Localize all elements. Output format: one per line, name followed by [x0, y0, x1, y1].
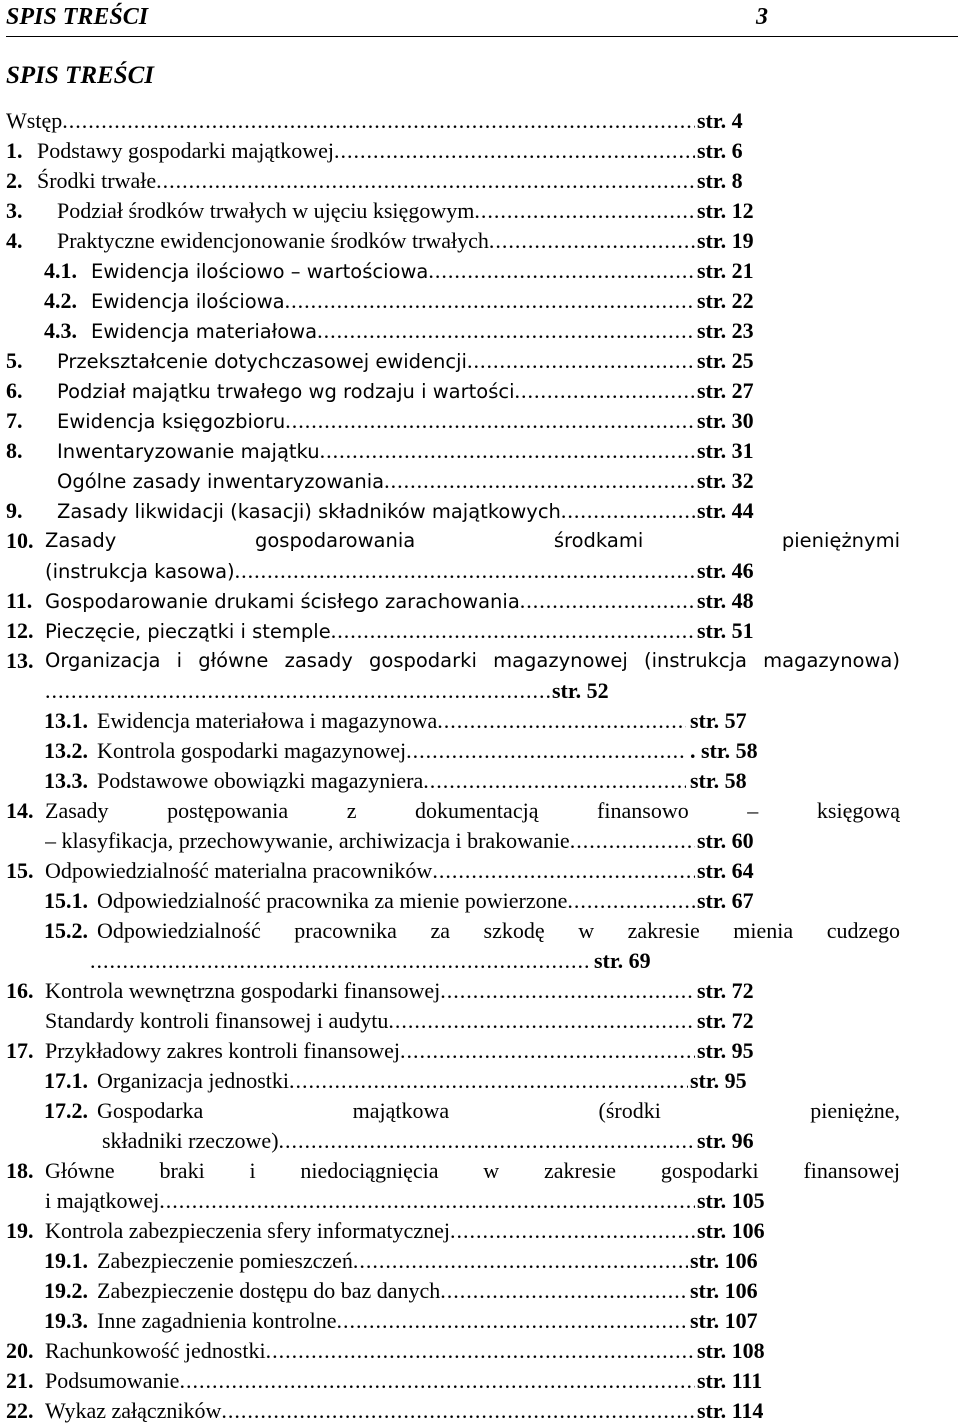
- toc-entry-body: [97, 766, 686, 796]
- toc-entry-title: Praktyczne ewidencjonowanie środków trwałych: [57, 228, 489, 253]
- toc-entry-number: 22.: [6, 1398, 34, 1423]
- toc-entry: [0, 556, 960, 586]
- toc-entry: [0, 406, 960, 436]
- toc-entry-number: 12.: [6, 618, 34, 643]
- toc-entry-body: [37, 136, 695, 166]
- toc-entry: [0, 1276, 960, 1306]
- toc-entry: [0, 1336, 960, 1366]
- toc-entry-page: str. 52: [552, 678, 609, 703]
- dot-leader: [156, 166, 695, 196]
- toc-entry-title: i majątkowej: [45, 1188, 160, 1213]
- toc-entry-page: str. 4: [697, 108, 743, 133]
- dot-leader: [266, 1336, 695, 1366]
- toc-entry-number: 5.: [6, 348, 23, 373]
- toc-entry-title: Środki trwałe: [37, 168, 157, 193]
- toc-entry-number: 13.1.: [44, 708, 88, 733]
- dot-leader: [437, 706, 686, 736]
- dot-leader: [279, 1126, 695, 1156]
- dot-leader: [432, 856, 695, 886]
- toc-entry-number: 4.: [6, 228, 23, 253]
- toc-entry-number: 17.1.: [44, 1068, 88, 1093]
- toc-entry-body: [45, 526, 900, 556]
- toc-entry-body: [45, 976, 695, 1006]
- toc-entry-page: str. 106: [690, 1278, 758, 1303]
- toc-entry-title: Podział majątku trwałego wg rodzaju i wartości: [57, 380, 515, 403]
- toc-entry: [0, 436, 960, 466]
- toc-entry-page: str. 72: [697, 978, 754, 1003]
- toc-entry-title: Ewidencja ilościowo – wartościowa: [91, 260, 429, 283]
- page-number: 3: [756, 4, 768, 30]
- toc-entry-title: Kontrola zabezpieczenia sfery informatycznej: [45, 1218, 450, 1243]
- toc-entry-number: 11.: [6, 588, 33, 613]
- toc-entry: [0, 1036, 960, 1066]
- toc-entry: [0, 796, 960, 826]
- toc-entry-page: str. 22: [697, 288, 754, 313]
- toc-entry-title: Wykaz załączników: [45, 1398, 222, 1423]
- toc-entry-page: str. 60: [697, 828, 754, 853]
- toc-entry-page: str. 106: [697, 1218, 765, 1243]
- toc-entry-title: Odpowiedzialność materialna pracowników: [45, 858, 433, 883]
- toc-entry: [0, 1096, 960, 1126]
- toc-entry-page: str. 64: [697, 858, 754, 883]
- dot-leader: [384, 466, 695, 496]
- toc-entry-body: [45, 1216, 695, 1246]
- toc-entry: [0, 526, 960, 556]
- toc-entry-title: (instrukcja kasowa): [45, 560, 235, 583]
- toc-entry: [0, 1366, 960, 1396]
- running-title: SPIS TREŚCI: [6, 4, 149, 30]
- toc-entry-title: Podział środków trwałych w ujęciu księgowym: [57, 198, 475, 223]
- toc-entry-number: 19.2.: [44, 1278, 88, 1303]
- toc-entry-number: 9.: [6, 498, 23, 523]
- toc-entry: [0, 886, 960, 916]
- toc-entry: [0, 856, 960, 886]
- toc-entry-page: str. 32: [697, 468, 754, 493]
- dot-leader: [561, 496, 695, 526]
- toc-entry: [0, 1216, 960, 1246]
- toc-entry-title: Podsumowanie: [45, 1368, 180, 1393]
- toc-entry-body: [45, 556, 695, 587]
- toc-entry: [0, 736, 960, 766]
- toc-entry-body: [57, 496, 695, 527]
- toc-entry-page: str. 51: [697, 618, 754, 643]
- dot-leader: [428, 256, 695, 286]
- toc-entry-body: [57, 196, 695, 226]
- toc-entry: [0, 676, 960, 706]
- dot-leader: [474, 196, 695, 226]
- dot-leader: [331, 616, 695, 646]
- toc-entry-body: [45, 796, 900, 826]
- toc-entry-number: 8.: [6, 438, 23, 463]
- toc-entry-page: str. 48: [697, 588, 754, 613]
- toc-entry-number: 19.1.: [44, 1248, 88, 1273]
- dot-leader: [440, 1276, 688, 1306]
- toc-entry-body: [97, 1246, 688, 1276]
- toc-entry-body: [97, 1096, 900, 1126]
- dot-leader: [221, 1396, 695, 1426]
- toc-entry-page: str. 19: [697, 228, 754, 253]
- toc-entry-number: 19.: [6, 1218, 34, 1243]
- toc-entry-page: str. 30: [697, 408, 754, 433]
- toc-entry-body: [57, 226, 695, 256]
- toc-entry-body: [45, 1336, 695, 1366]
- toc-entry-page: str. 95: [690, 1068, 747, 1093]
- toc-entry-title: Gospodarka majątkowa (środki pieniężne,: [97, 1098, 900, 1123]
- dot-leader: [515, 376, 695, 406]
- toc-entry-title: Ewidencja materiałowa i magazynowa: [97, 708, 438, 733]
- dot-leader: [285, 286, 695, 316]
- toc-entry-title: Ewidencja materiałowa: [91, 320, 318, 343]
- toc-entry-number: 18.: [6, 1158, 34, 1183]
- toc-entry-body: [45, 1156, 900, 1186]
- toc-entry-page: str. 44: [697, 498, 754, 523]
- toc-entry-title: Ewidencja ilościowa: [91, 290, 285, 313]
- toc-entry-body: [37, 166, 695, 196]
- toc-entry-number: 4.3.: [44, 318, 77, 343]
- toc-entry-page: str. 12: [697, 198, 754, 223]
- toc-entry-title: Ewidencja księgozbioru: [57, 410, 286, 433]
- toc-entry-title: Standardy kontroli finansowej i audytu: [45, 1008, 389, 1033]
- toc-entry-page: str. 111: [697, 1368, 763, 1393]
- toc-entry-page: str. 31: [697, 438, 754, 463]
- toc-entry-body: [97, 886, 695, 916]
- toc-entry-number: 19.3.: [44, 1308, 88, 1333]
- toc-entry-title: Kontrola gospodarki magazynowej: [97, 738, 407, 763]
- toc-entry-number: 13.2.: [44, 738, 88, 763]
- toc-entry-body: [6, 106, 695, 136]
- toc-entry-title: – klasyfikacja, przechowywanie, archiwizacja i brakowanie: [45, 828, 570, 853]
- toc-entry: [0, 1066, 960, 1096]
- toc-entry-body: [45, 1186, 695, 1216]
- dot-leader: [285, 406, 695, 436]
- toc-entry: [0, 286, 960, 316]
- toc-entry-body: [45, 826, 695, 856]
- toc-entry-page: str. 25: [697, 348, 754, 373]
- toc-entry-number: 13.3.: [44, 768, 88, 793]
- toc-entry-title: Pieczęcie, pieczątki i stemple: [45, 620, 331, 643]
- toc-entry-page: str. 67: [697, 888, 754, 913]
- toc-entry-body: [97, 736, 686, 766]
- toc-entry-page: str. 105: [697, 1188, 765, 1213]
- toc-entry: [0, 1186, 960, 1216]
- toc-entry-page: str. 6: [697, 138, 743, 163]
- toc-entry-body: [97, 706, 686, 736]
- dot-leader: [567, 886, 695, 916]
- dot-leader: [570, 826, 695, 856]
- toc-entry-page: str. 95: [697, 1038, 754, 1063]
- toc-entry-number: 6.: [6, 378, 23, 403]
- toc-entry-title: Organizacja jednostki: [97, 1068, 290, 1093]
- toc-entry-title: Wstęp: [6, 108, 63, 133]
- toc-entry-number: 13.: [6, 648, 34, 673]
- toc-entry-number: 20.: [6, 1338, 34, 1363]
- dot-leader: [467, 346, 695, 376]
- toc-entry-number: 14.: [6, 798, 34, 823]
- toc-entry: [0, 196, 960, 226]
- dot-leader: [406, 736, 686, 766]
- toc-entry: [0, 256, 960, 286]
- toc-entry-body: [57, 346, 695, 377]
- toc-entry-page: str. 114: [697, 1398, 764, 1423]
- toc-entry-body: [45, 646, 900, 676]
- toc-entry-title: Odpowiedzialność pracownika za szkodę w zakresie mienia cudzego: [97, 918, 900, 943]
- toc-entry: [0, 946, 960, 976]
- toc-entry-body: [45, 856, 695, 886]
- toc-entry-page: str. 46: [697, 558, 754, 583]
- toc-entry-page: str. 106: [690, 1248, 758, 1273]
- toc-entry: [0, 346, 960, 376]
- toc-entry-number: 15.2.: [44, 918, 88, 943]
- toc-entry-page: str. 57: [690, 708, 747, 733]
- toc-entry-title: Rachunkowość jednostki: [45, 1338, 266, 1363]
- dot-leader: [289, 1066, 688, 1096]
- toc-entry-body: [57, 466, 695, 497]
- toc-entry-title: Podstawowe obowiązki magazyniera: [97, 768, 424, 793]
- toc-entry: [0, 136, 960, 166]
- toc-entry-number: 17.: [6, 1038, 34, 1063]
- toc-entry-title: Organizacja i główne zasady gospodarki magazynowej (instrukcja magazynowa): [45, 649, 900, 672]
- toc-entry-body: [45, 616, 695, 647]
- toc-entry-body: [57, 436, 695, 467]
- toc-entry-title: Zasady gospodarowania środkami pieniężnymi: [45, 529, 900, 552]
- dot-leader: [179, 1366, 695, 1396]
- toc-entry-page: str. 69: [594, 948, 651, 973]
- toc-entry-body: [90, 946, 590, 976]
- toc-entry: [0, 706, 960, 736]
- toc-entry-title: Zabezpieczenie pomieszczeń: [97, 1248, 353, 1273]
- toc-entry-title: Ogólne zasady inwentaryzowania: [57, 470, 385, 493]
- dot-leader: [336, 1306, 688, 1336]
- toc-entry-body: [45, 1006, 695, 1036]
- toc-entry-body: [97, 1306, 688, 1336]
- toc-entry-title: Podstawy gospodarki majątkowej: [37, 138, 334, 163]
- toc-entry: [0, 1306, 960, 1336]
- toc-entry-page: str. 8: [697, 168, 743, 193]
- toc-entry-number: 15.: [6, 858, 34, 883]
- toc-entry-number: 4.2.: [44, 288, 77, 313]
- toc-entry-page: str. 21: [697, 258, 754, 283]
- dot-leader: [320, 436, 695, 466]
- dot-leader: [159, 1186, 695, 1216]
- toc-entry-title: Inne zagadnienia kontrolne: [97, 1308, 337, 1333]
- toc-entry-body: [57, 406, 695, 437]
- toc-entry-body: [45, 1366, 695, 1396]
- toc-entry-title: Gospodarowanie drukami ścisłego zarachowania: [45, 590, 520, 613]
- toc-entry-body: [45, 676, 550, 706]
- toc-entry-title: Zabezpieczenie dostępu do baz danych: [97, 1278, 441, 1303]
- toc-entry: [0, 916, 960, 946]
- toc-entry: [0, 586, 960, 616]
- toc-entry-title: Zasady postępowania z dokumentacją finansowo – księgową: [45, 798, 900, 823]
- toc-entry-page: str. 23: [697, 318, 754, 343]
- toc-entry-number: 10.: [6, 528, 34, 553]
- toc-entry-body: [45, 1396, 695, 1426]
- dot-leader: [235, 556, 695, 586]
- toc-entry-page: str. 108: [697, 1338, 765, 1363]
- dot-leader: [45, 676, 550, 706]
- dot-leader: [334, 136, 695, 166]
- toc-entry-body: [91, 316, 695, 347]
- toc-entry-body: [45, 586, 695, 617]
- toc-heading: SPIS TREŚCI: [6, 62, 154, 89]
- toc-entry-title: Główne braki i niedociągnięcia w zakresie gospodarki finansowej: [45, 1158, 900, 1183]
- toc-entry: [0, 1126, 960, 1156]
- toc-entry-title: Inwentaryzowanie majątku: [57, 440, 320, 463]
- toc-entry-body: [45, 1036, 695, 1066]
- toc-entry-body: [91, 286, 695, 317]
- toc-entry: [0, 766, 960, 796]
- toc-entry-title: Kontrola wewnętrzna gospodarki finansowej: [45, 978, 441, 1003]
- toc-entry-title: Zasady likwidacji (kasacji) składników majątkowych: [57, 500, 561, 523]
- toc-entry-number: 16.: [6, 978, 34, 1003]
- toc-entry-number: 1.: [6, 138, 23, 163]
- toc-entry: [0, 1396, 960, 1426]
- toc-entry-body: [97, 916, 900, 946]
- toc-entry-page: str. 107: [690, 1308, 758, 1333]
- toc-entry: [0, 316, 960, 346]
- toc-entry-number: 21.: [6, 1368, 34, 1393]
- toc-entry: [0, 616, 960, 646]
- toc-entry: [0, 646, 960, 676]
- dot-leader: [62, 106, 695, 136]
- toc-entry: [0, 466, 960, 496]
- toc-entry: [0, 166, 960, 196]
- toc-entry-title: Odpowiedzialność pracownika za mienie powierzone: [97, 888, 568, 913]
- toc-entry: [0, 496, 960, 526]
- toc-entry-body: [97, 1276, 688, 1306]
- toc-entry: [0, 1006, 960, 1036]
- dot-leader: [489, 226, 695, 256]
- toc-entry-number: 7.: [6, 408, 23, 433]
- toc-entry-page: str. 72: [697, 1008, 754, 1033]
- dot-leader: [440, 976, 695, 1006]
- toc-entry-number: 17.2.: [44, 1098, 88, 1123]
- dot-leader: [317, 316, 695, 346]
- toc-entry-body: [57, 376, 695, 407]
- toc-entry: [0, 1156, 960, 1186]
- toc-entry-number: 3.: [6, 198, 23, 223]
- toc-entry: [0, 826, 960, 856]
- toc-entry-page: str. 96: [697, 1128, 754, 1153]
- toc-entry: [0, 1246, 960, 1276]
- dot-leader: [388, 1006, 695, 1036]
- dot-leader: [450, 1216, 695, 1246]
- toc-entry-number: 4.1.: [44, 258, 77, 283]
- toc-entry: [0, 976, 960, 1006]
- toc-entry-title: składniki rzeczowe): [102, 1128, 279, 1153]
- dot-leader: [520, 586, 695, 616]
- toc-entry-body: [91, 256, 695, 287]
- toc-entry-title: Przekształcenie dotychczasowej ewidencji: [57, 350, 467, 373]
- toc-entry: [0, 226, 960, 256]
- dot-leader: [423, 766, 686, 796]
- toc-entry-page: str. 58: [690, 768, 747, 793]
- dot-leader: [400, 1036, 695, 1066]
- toc-entry-number: 15.1.: [44, 888, 88, 913]
- toc-entry-title: Przykładowy zakres kontroli finansowej: [45, 1038, 400, 1063]
- dot-leader: [90, 946, 590, 976]
- toc-entry-page: str. 27: [697, 378, 754, 403]
- toc-entry: [0, 106, 960, 136]
- toc-entry-number: 2.: [6, 168, 23, 193]
- toc-entry-body: [97, 1066, 688, 1096]
- toc-entry-page: . str. 58: [690, 738, 758, 763]
- toc-entry-body: [102, 1126, 695, 1156]
- dot-leader: [353, 1246, 688, 1276]
- toc-entry: [0, 376, 960, 406]
